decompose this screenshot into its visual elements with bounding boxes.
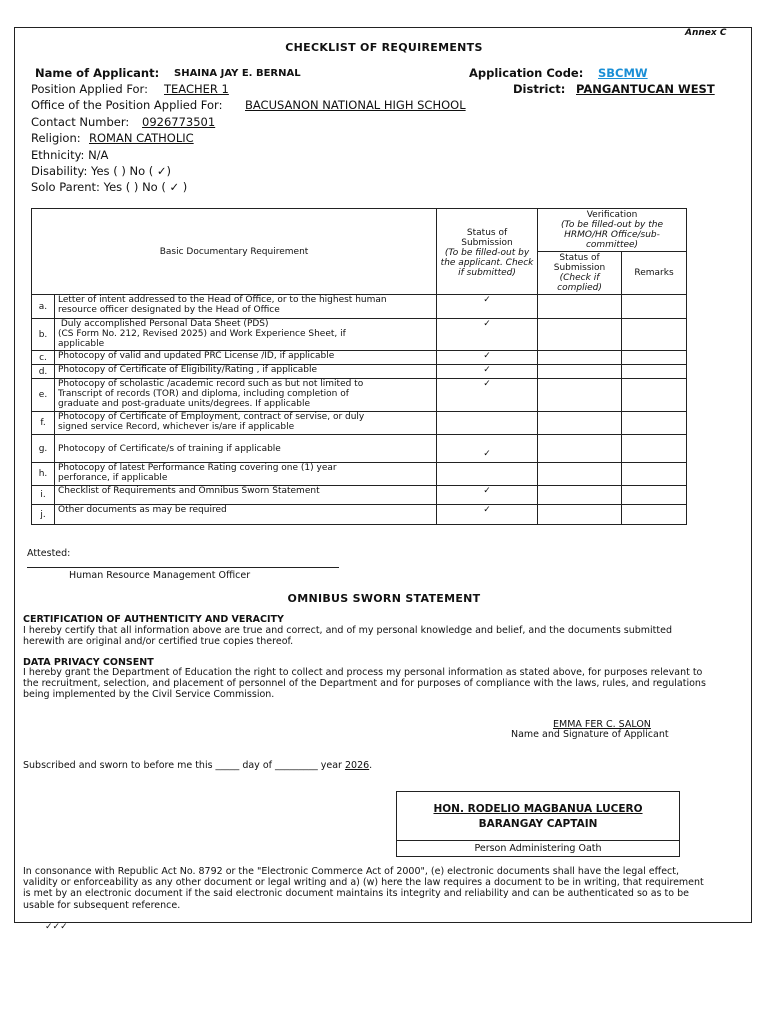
status-check[interactable]: ✓: [437, 486, 538, 505]
hrmo-label: Human Resource Management Officer: [69, 570, 251, 581]
req-line: Letter of intent addressed to the Head of Office, or to the highest human: [58, 295, 387, 305]
row-letter: g.: [32, 435, 55, 463]
row-letter: d.: [32, 365, 55, 379]
req-line: Transcript of records (TOR) and diploma, including completion of: [58, 389, 349, 399]
header-status-title: Status of Submission: [461, 227, 513, 248]
table-row: [32, 365, 687, 379]
remarks-cell[interactable]: [622, 365, 687, 379]
verification-status-cell[interactable]: [538, 412, 622, 435]
status-check[interactable]: ✓: [437, 295, 538, 319]
row-requirement: [55, 379, 437, 412]
req-line: Photocopy of Certificate of Employment, contract of servise, or duly: [58, 412, 365, 422]
status-check[interactable]: ✓: [437, 351, 538, 365]
header-status-of-submission: [437, 209, 538, 295]
annex-label: Annex C: [685, 28, 727, 38]
row-requirement: [55, 505, 437, 525]
table-row: [32, 319, 687, 351]
sworn-statement-line: [23, 760, 372, 771]
status-check[interactable]: ✓: [437, 379, 538, 412]
status-check[interactable]: [437, 412, 538, 435]
remarks-cell[interactable]: [622, 505, 687, 525]
row-requirement: [55, 351, 437, 365]
name-value: SHAINA JAY E. BERNAL: [174, 68, 301, 79]
row-letter: a.: [32, 295, 55, 319]
official-label: Person Administering Oath: [474, 843, 602, 854]
header-verification: [538, 209, 687, 252]
table-row: [32, 505, 687, 525]
header-remarks: Remarks: [622, 252, 687, 295]
row-requirement: [55, 463, 437, 486]
row-letter: f.: [32, 412, 55, 435]
row-letter: h.: [32, 463, 55, 486]
status-check[interactable]: ✓: [437, 435, 538, 463]
header-ver-status-title: Status of Submission: [553, 253, 606, 273]
law-text-line: validity or enforceability as any other document or legal writing and a) (w) here the law requires a document to be in writing, that requirement: [23, 877, 704, 888]
law-text-line: In consonance with Republic Act No. 8792 or the "Electronic Commerce Act of 2000", (e) electronic documents shall have the legal effect,: [23, 866, 680, 877]
office-label: Office of the Position Applied For:: [31, 98, 223, 112]
privacy-heading: DATA PRIVACY CONSENT: [23, 657, 154, 668]
row-requirement: [55, 486, 437, 505]
position-value: TEACHER 1: [164, 82, 229, 96]
footer-checkmarks: ✓✓✓: [45, 922, 68, 932]
table-row: [32, 486, 687, 505]
official-divider: [396, 840, 680, 841]
remarks-cell[interactable]: [622, 435, 687, 463]
row-requirement: [55, 365, 437, 379]
req-line: Checklist of Requirements and Omnibus Sworn Statement: [58, 486, 320, 496]
district-value: PANGANTUCAN WEST: [576, 82, 715, 96]
status-check[interactable]: ✓: [437, 505, 538, 525]
row-requirement: [55, 412, 437, 435]
verification-status-cell[interactable]: [538, 463, 622, 486]
sworn-prefix: Subscribed and sworn to before me this _____ day of _________ year: [23, 760, 345, 771]
row-letter: i.: [32, 486, 55, 505]
row-requirement: [55, 319, 437, 351]
attested-label: Attested:: [27, 548, 71, 559]
certification-heading: CERTIFICATION OF AUTHENTICITY AND VERACITY: [23, 614, 284, 625]
remarks-cell[interactable]: [622, 319, 687, 351]
official-name: HON. RODELIO MAGBANUA LUCERO: [433, 803, 643, 815]
row-requirement: [55, 295, 437, 319]
applicant-signature-label: Name and Signature of Applicant: [511, 729, 669, 740]
req-line: graduate and post-graduate units/degrees. If applicable: [58, 399, 310, 409]
ethnicity-line: Ethnicity: N/A: [31, 148, 109, 162]
req-line: resource officer designated by the Head of Office: [58, 305, 280, 315]
disability-line: Disability: Yes ( ) No ( ✓): [31, 164, 172, 178]
header-verification-title: Verification: [586, 210, 638, 220]
header-requirement: Basic Documentary Requirement: [32, 209, 437, 295]
name-label: Name of Applicant:: [35, 66, 160, 80]
table-row: [32, 412, 687, 435]
remarks-cell[interactable]: [622, 379, 687, 412]
contact-value: 0926773501: [142, 115, 216, 129]
req-line: applicable: [58, 339, 105, 349]
remarks-cell[interactable]: [622, 295, 687, 319]
verification-status-cell[interactable]: [538, 295, 622, 319]
verification-status-cell[interactable]: [538, 351, 622, 365]
req-line: Other documents as may be required: [58, 505, 227, 515]
sworn-year: 2026: [344, 760, 370, 771]
remarks-cell[interactable]: [622, 463, 687, 486]
verification-status-cell[interactable]: [538, 319, 622, 351]
row-letter: e.: [32, 379, 55, 412]
header-verification-status: [538, 252, 622, 295]
verification-status-cell[interactable]: [538, 486, 622, 505]
status-check[interactable]: ✓: [437, 319, 538, 351]
law-text-line: usable for subsequent reference.: [23, 900, 181, 911]
req-line: Photocopy of Certificate of Eligibility/Rating , if applicable: [58, 365, 317, 375]
official-title: BARANGAY CAPTAIN: [478, 818, 598, 830]
solo-parent-line: Solo Parent: Yes ( ) No ( ✓ ): [31, 180, 188, 194]
req-line: Photocopy of valid and updated PRC License /ID, if applicable: [58, 351, 335, 361]
remarks-cell[interactable]: [622, 351, 687, 365]
sworn-suffix: .: [369, 760, 373, 771]
page-title: CHECKLIST OF REQUIREMENTS: [285, 41, 483, 54]
table-row: [32, 379, 687, 412]
table-row: [32, 295, 687, 319]
remarks-cell[interactable]: [622, 486, 687, 505]
header-ver-status-note: (Check if complied): [557, 273, 602, 293]
req-line: Duly accomplished Personal Data Sheet (PDS): [58, 319, 269, 329]
table-header-row: [32, 209, 687, 252]
certification-text-line: I hereby certify that all information above are true and correct, and of my personal knowledge and belief, and the documents submitted: [23, 625, 673, 636]
privacy-text-line: the recruitment, selection, and placement of personnel of the Department and for purposes of compliance with the laws, rules, and regulations: [23, 678, 706, 689]
privacy-text-line: being implemented by the Civil Service Commission.: [23, 689, 275, 700]
status-check[interactable]: ✓: [437, 365, 538, 379]
application-code-link[interactable]: SBCMW: [598, 66, 648, 80]
contact-label: Contact Number:: [31, 115, 130, 129]
req-line: Photocopy of Certificate/s of training if applicable: [58, 443, 281, 454]
verification-status-cell[interactable]: [538, 379, 622, 412]
religion-value: ROMAN CATHOLIC: [89, 131, 194, 145]
privacy-text-line: I hereby grant the Department of Education the right to collect and process my personal information as stated above, for purposes relevant to: [23, 667, 703, 678]
row-requirement: [55, 435, 437, 463]
req-line: Photocopy of latest Performance Rating covering one (1) year: [58, 463, 337, 473]
law-text-line: is met by an electronic document if the said electronic document maintains its integrity and reliability and can be authenticated so as to be: [23, 888, 689, 899]
table-row: [32, 351, 687, 365]
religion-label: Religion:: [31, 131, 81, 145]
row-letter: j.: [32, 505, 55, 525]
verification-status-cell[interactable]: [538, 435, 622, 463]
row-letter: c.: [32, 351, 55, 365]
verification-status-cell[interactable]: [538, 365, 622, 379]
applicant-signer-name: EMMA FER C. SALON: [553, 719, 651, 730]
position-label: Position Applied For:: [31, 82, 148, 96]
header-verification-note: (To be filled-out by the HRMO/HR Office/sub-committee): [561, 220, 663, 250]
requirements-table: [31, 208, 687, 525]
table-row: [32, 463, 687, 486]
req-line: (CS Form No. 212, Revised 2025) and Work Experience Sheet, if: [58, 329, 346, 339]
req-line: Photocopy of scholastic /academic record such as but not limited to: [58, 379, 364, 389]
req-line: perforance, if applicable: [58, 473, 168, 483]
omnibus-title: OMNIBUS SWORN STATEMENT: [287, 592, 481, 605]
row-letter: b.: [32, 319, 55, 351]
application-code-label: Application Code:: [469, 66, 584, 80]
office-value: BACUSANON NATIONAL HIGH SCHOOL: [245, 98, 466, 112]
district-label: District:: [513, 82, 566, 96]
hrmo-signature-line: [27, 567, 339, 568]
verification-status-cell[interactable]: [538, 505, 622, 525]
table-row: [32, 435, 687, 463]
status-check[interactable]: [437, 463, 538, 486]
certification-text-line: herewith are original and/or certified true copies thereof.: [23, 636, 294, 647]
header-status-note: (To be filled-out by the applicant. Check if submitted): [440, 247, 534, 278]
remarks-cell[interactable]: [622, 412, 687, 435]
req-line: signed service Record, whichever is/are if applicable: [58, 422, 295, 432]
